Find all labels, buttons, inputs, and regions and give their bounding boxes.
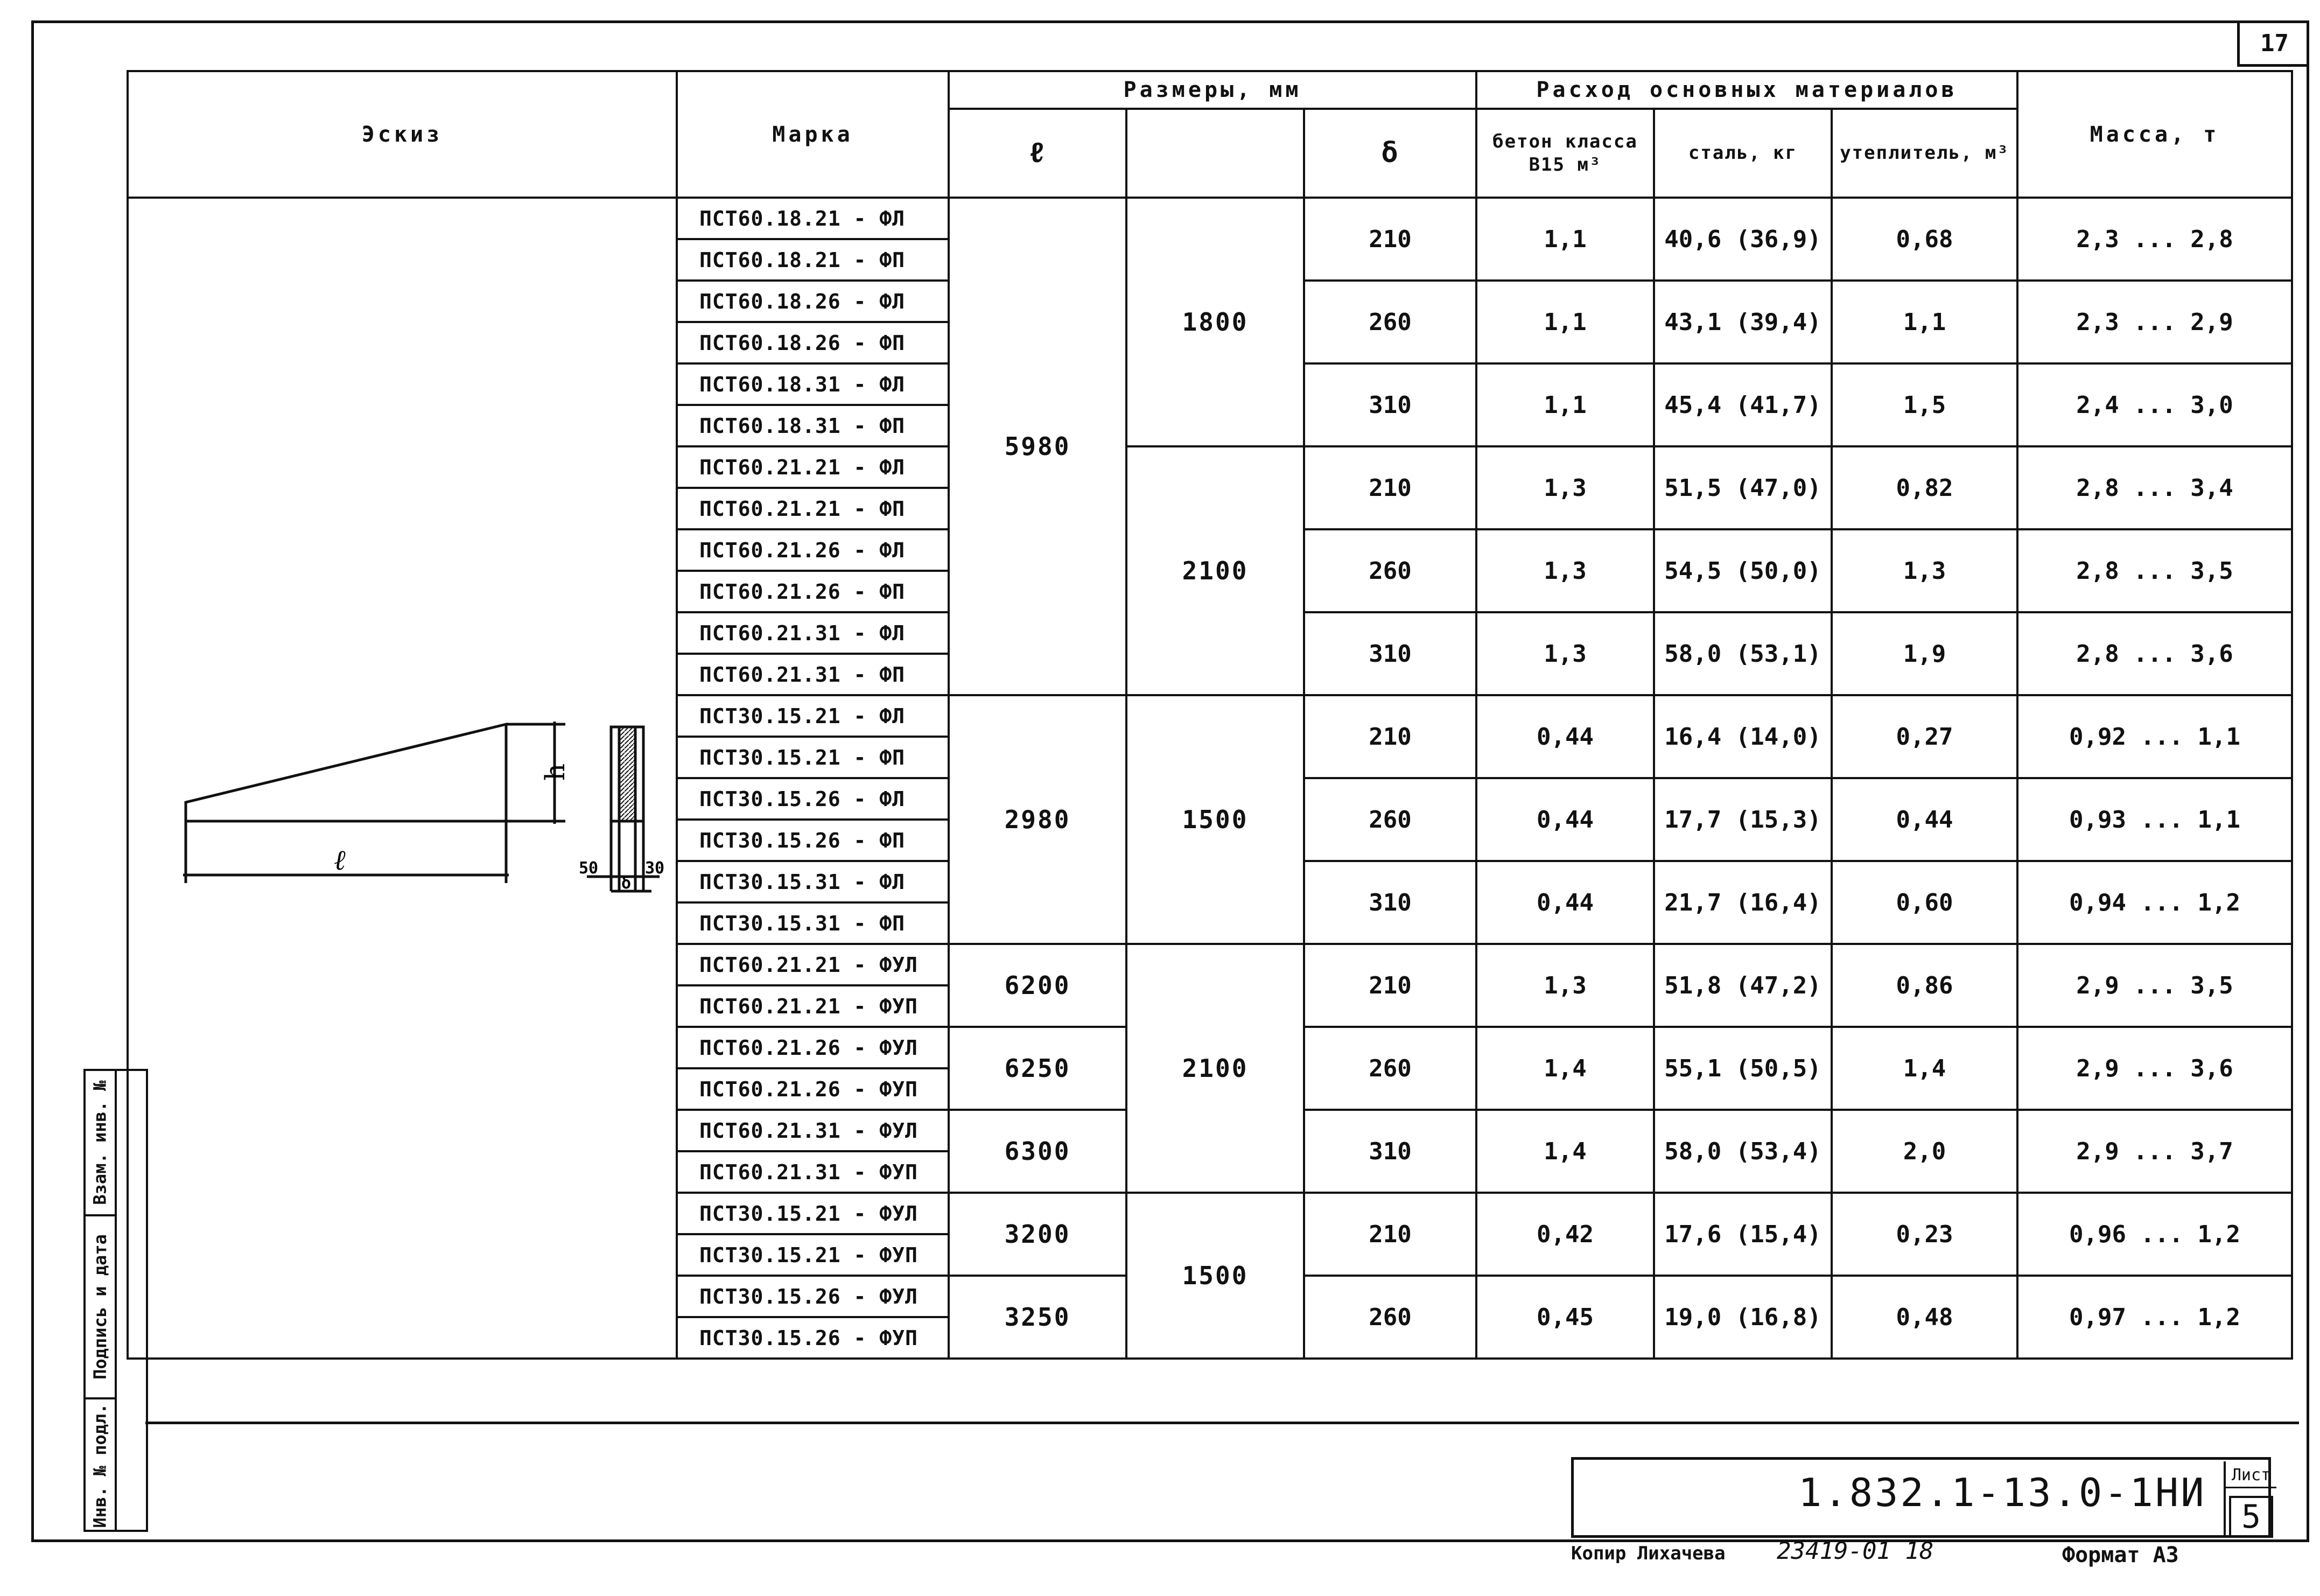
insulation-cell: 0,27 bbox=[1832, 695, 2017, 778]
insulation-cell: 0,86 bbox=[1832, 944, 2017, 1027]
steel-cell: 17,7 (15,3) bbox=[1654, 778, 1832, 861]
steel-cell: 21,7 (16,4) bbox=[1654, 861, 1832, 944]
mark-cell: ПСТ60.18.26 - ФЛ bbox=[677, 281, 949, 322]
dim-right-label: 30 bbox=[645, 859, 665, 878]
header-concrete: бетон класса В15 м³ bbox=[1476, 109, 1654, 198]
footer-copier: Копир Лихачева bbox=[1571, 1543, 1726, 1564]
mark-cell: ПСТ30.15.31 - ФП bbox=[677, 902, 949, 944]
mass-cell: 2,8 ... 3,5 bbox=[2017, 529, 2292, 612]
thickness-cell: 260 bbox=[1304, 1027, 1476, 1110]
steel-cell: 54,5 (50,0) bbox=[1654, 529, 1832, 612]
insulation-cell: 0,44 bbox=[1832, 778, 2017, 861]
mark-cell: ПСТ60.18.26 - ФП bbox=[677, 322, 949, 363]
steel-cell: 40,6 (36,9) bbox=[1654, 198, 1832, 281]
concrete-cell: 0,44 bbox=[1476, 861, 1654, 944]
sheet-label: Лист bbox=[2226, 1466, 2276, 1488]
mark-cell: ПСТ30.15.21 - ФП bbox=[677, 737, 949, 778]
insulation-cell: 1,9 bbox=[1832, 612, 2017, 695]
height-label: h bbox=[539, 763, 571, 781]
sheet-box bbox=[2224, 1461, 2276, 1537]
width-cell: 1500 bbox=[1126, 695, 1304, 944]
length-label: ℓ bbox=[334, 844, 346, 877]
sheet-number: 17 bbox=[2237, 23, 2309, 67]
mass-cell: 2,9 ... 3,7 bbox=[2017, 1110, 2292, 1193]
thickness-cell: 210 bbox=[1304, 695, 1476, 778]
document-code: 1.832.1-13.0-1НИ bbox=[1798, 1470, 2206, 1515]
mark-cell: ПСТ60.21.21 - ФУЛ bbox=[677, 944, 949, 985]
steel-cell: 58,0 (53,4) bbox=[1654, 1110, 1832, 1193]
width-cell: 1800 bbox=[1126, 198, 1304, 446]
mark-cell: ПСТ60.21.21 - ФП bbox=[677, 488, 949, 529]
concrete-cell: 1,3 bbox=[1476, 529, 1654, 612]
concrete-cell: 1,1 bbox=[1476, 198, 1654, 281]
length-cell: 6300 bbox=[949, 1110, 1126, 1193]
thickness-cell: 260 bbox=[1304, 1276, 1476, 1359]
steel-cell: 51,8 (47,2) bbox=[1654, 944, 1832, 1027]
header-dim-thickness: ẟ bbox=[1304, 109, 1476, 198]
insulation-cell: 2,0 bbox=[1832, 1110, 2017, 1193]
sheet-number-bottom: 5 bbox=[2229, 1496, 2273, 1538]
table-row bbox=[128, 198, 2292, 239]
insulation-cell: 1,1 bbox=[1832, 281, 2017, 363]
insulation-cell: 1,3 bbox=[1832, 529, 2017, 612]
mass-cell: 2,8 ... 3,4 bbox=[2017, 446, 2292, 529]
thickness-cell: 260 bbox=[1304, 529, 1476, 612]
mark-cell: ПСТ30.15.31 - ФЛ bbox=[677, 861, 949, 902]
mark-cell: ПСТ60.21.31 - ФУП bbox=[677, 1151, 949, 1193]
mark-cell: ПСТ60.21.26 - ФУЛ bbox=[677, 1027, 949, 1068]
concrete-cell: 1,3 bbox=[1476, 612, 1654, 695]
width-cell: 2100 bbox=[1126, 944, 1304, 1193]
mark-cell: ПСТ30.15.21 - ФЛ bbox=[677, 695, 949, 737]
steel-cell: 17,6 (15,4) bbox=[1654, 1193, 1832, 1276]
stamp-signature-date: Подпись и дата bbox=[86, 1216, 117, 1399]
mark-cell: ПСТ60.21.26 - ФП bbox=[677, 571, 949, 612]
insulation-hatch bbox=[620, 728, 634, 820]
mark-cell: ПСТ60.18.31 - ФЛ bbox=[677, 363, 949, 405]
steel-cell: 45,4 (41,7) bbox=[1654, 363, 1832, 446]
concrete-cell: 0,44 bbox=[1476, 695, 1654, 778]
mark-cell: ПСТ30.15.26 - ФУП bbox=[677, 1317, 949, 1359]
header-sketch: Эскиз bbox=[128, 71, 677, 198]
mass-cell: 2,8 ... 3,6 bbox=[2017, 612, 2292, 695]
header-dimensions: Размеры, мм bbox=[949, 71, 1476, 109]
mass-cell: 2,9 ... 3,6 bbox=[2017, 1027, 2292, 1110]
length-cell: 2980 bbox=[949, 695, 1126, 944]
thickness-cell: 310 bbox=[1304, 1110, 1476, 1193]
thickness-cell: 310 bbox=[1304, 612, 1476, 695]
mark-cell: ПСТ60.21.31 - ФЛ bbox=[677, 612, 949, 654]
mass-cell: 0,93 ... 1,1 bbox=[2017, 778, 2292, 861]
insulation-cell: 0,82 bbox=[1832, 446, 2017, 529]
steel-cell: 51,5 (47,0) bbox=[1654, 446, 1832, 529]
header-dim-l: ℓ bbox=[949, 109, 1126, 198]
concrete-cell: 1,3 bbox=[1476, 944, 1654, 1027]
dim-left-label: 50 bbox=[579, 859, 599, 878]
mass-cell: 0,92 ... 1,1 bbox=[2017, 695, 2292, 778]
concrete-cell: 1,4 bbox=[1476, 1027, 1654, 1110]
thickness-cell: 260 bbox=[1304, 778, 1476, 861]
mark-cell: ПСТ60.21.21 - ФЛ bbox=[677, 446, 949, 488]
thickness-cell: 310 bbox=[1304, 363, 1476, 446]
stamp-replaced-inv: Взам. инв. № bbox=[86, 1071, 117, 1216]
mark-cell: ПСТ30.15.21 - ФУП bbox=[677, 1234, 949, 1276]
insulation-cell: 1,4 bbox=[1832, 1027, 2017, 1110]
thickness-cell: 310 bbox=[1304, 861, 1476, 944]
steel-cell: 58,0 (53,1) bbox=[1654, 612, 1832, 695]
concrete-cell: 0,44 bbox=[1476, 778, 1654, 861]
steel-cell: 16,4 (14,0) bbox=[1654, 695, 1832, 778]
insulation-cell: 0,23 bbox=[1832, 1193, 2017, 1276]
mark-cell: ПСТ30.15.26 - ФУЛ bbox=[677, 1276, 949, 1317]
length-cell: 3200 bbox=[949, 1193, 1126, 1276]
mark-cell: ПСТ60.21.26 - ФЛ bbox=[677, 529, 949, 571]
thickness-cell: 210 bbox=[1304, 944, 1476, 1027]
mass-cell: 2,3 ... 2,8 bbox=[2017, 198, 2292, 281]
footer-format: Формат А3 bbox=[2062, 1543, 2179, 1567]
thickness-cell: 260 bbox=[1304, 281, 1476, 363]
concrete-cell: 0,42 bbox=[1476, 1193, 1654, 1276]
insulation-cell: 0,60 bbox=[1832, 861, 2017, 944]
concrete-cell: 1,4 bbox=[1476, 1110, 1654, 1193]
mark-cell: ПСТ60.21.31 - ФП bbox=[677, 654, 949, 695]
mass-cell: 2,4 ... 3,0 bbox=[2017, 363, 2292, 446]
mass-cell: 0,96 ... 1,2 bbox=[2017, 1193, 2292, 1276]
width-cell: 1500 bbox=[1126, 1193, 1304, 1359]
mass-cell: 2,3 ... 2,9 bbox=[2017, 281, 2292, 363]
steel-cell: 19,0 (16,8) bbox=[1654, 1276, 1832, 1359]
header-dim-b bbox=[1126, 109, 1304, 198]
header-insulation: утеплитель, м³ bbox=[1832, 109, 2017, 198]
side-stamp bbox=[83, 1069, 148, 1532]
mark-cell: ПСТ60.18.21 - ФП bbox=[677, 239, 949, 281]
mass-cell: 0,97 ... 1,2 bbox=[2017, 1276, 2292, 1359]
mark-cell: ПСТ60.21.26 - ФУП bbox=[677, 1068, 949, 1110]
mark-cell: ПСТ60.18.21 - ФЛ bbox=[677, 198, 949, 239]
thickness-cell: 210 bbox=[1304, 1193, 1476, 1276]
header-steel: сталь, кг bbox=[1654, 109, 1832, 198]
mass-cell: 2,9 ... 3,5 bbox=[2017, 944, 2292, 1027]
mark-cell: ПСТ30.15.26 - ФП bbox=[677, 820, 949, 861]
concrete-cell: 0,45 bbox=[1476, 1276, 1654, 1359]
concrete-cell: 1,3 bbox=[1476, 446, 1654, 529]
steel-cell: 43,1 (39,4) bbox=[1654, 281, 1832, 363]
mark-cell: ПСТ60.21.31 - ФУЛ bbox=[677, 1110, 949, 1151]
length-cell: 6250 bbox=[949, 1027, 1126, 1110]
length-cell: 6200 bbox=[949, 944, 1126, 1027]
header-mass: Масса, т bbox=[2017, 71, 2292, 198]
thickness-cell: 210 bbox=[1304, 446, 1476, 529]
stamp-original-inv: Инв. № подл. bbox=[86, 1399, 117, 1532]
mark-cell: ПСТ60.18.31 - ФП bbox=[677, 405, 949, 446]
header-mark: Марка bbox=[677, 71, 949, 198]
panel-elevation bbox=[186, 724, 506, 821]
steel-cell: 55,1 (50,5) bbox=[1654, 1027, 1832, 1110]
insulation-cell: 0,68 bbox=[1832, 198, 2017, 281]
insulation-cell: 0,48 bbox=[1832, 1276, 2017, 1359]
footer-order: 23419-01 18 bbox=[1777, 1537, 1934, 1565]
mark-cell: ПСТ30.15.26 - ФЛ bbox=[677, 778, 949, 820]
panel-sketch bbox=[172, 705, 689, 921]
length-cell: 5980 bbox=[949, 198, 1126, 695]
width-cell: 2100 bbox=[1126, 446, 1304, 695]
insulation-cell: 1,5 bbox=[1832, 363, 2017, 446]
mass-cell: 0,94 ... 1,2 bbox=[2017, 861, 2292, 944]
thickness-cell: 210 bbox=[1304, 198, 1476, 281]
mark-cell: ПСТ60.21.21 - ФУП bbox=[677, 985, 949, 1027]
header-materials: Расход основных материалов bbox=[1476, 71, 2017, 109]
length-cell: 3250 bbox=[949, 1276, 1126, 1359]
concrete-cell: 1,1 bbox=[1476, 363, 1654, 446]
concrete-cell: 1,1 bbox=[1476, 281, 1654, 363]
bottom-border bbox=[145, 1422, 2299, 1424]
dim-thickness-label: δ bbox=[621, 874, 632, 893]
mark-cell: ПСТ30.15.21 - ФУЛ bbox=[677, 1193, 949, 1234]
